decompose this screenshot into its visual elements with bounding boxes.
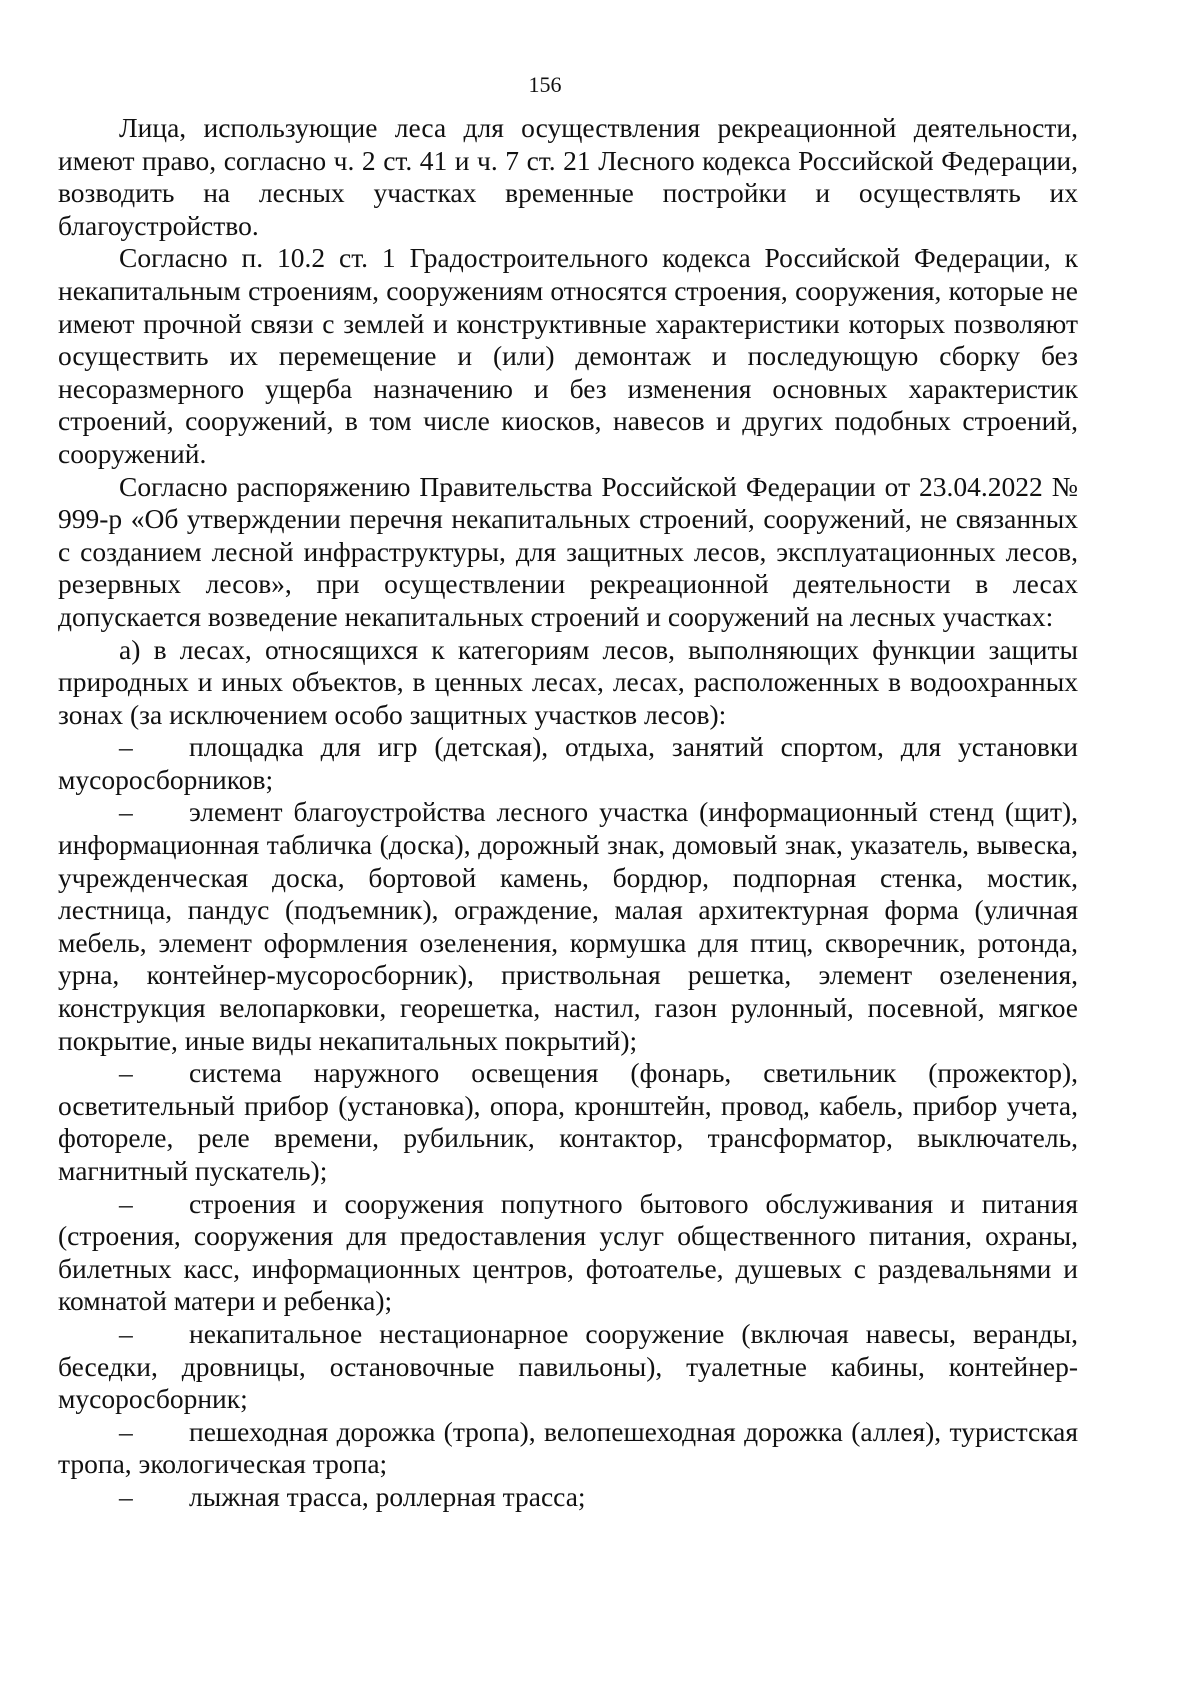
list-item-text: элемент благоустройства лесного участка (информационный стенд (щит), информационная табличка (доска), дорожный знак, домовый знак, указатель, вывеска, учрежденческая доска, бортовой камень, бордюр, подпорная стенка, мостик, лестница, пандус (подъемник), ограждение, малая архитектурная форма (уличная мебель, элемент оформления озеленения, кормушка для птиц, скворечник, ротонда, урна, контейнер-мусоросборник), приствольная решетка, элемент озеленения, конструкция велопарковки, георешетка, настил, газон рулонный, посевной, мягкое покрытие, иные виды некапитальных покрытий); bbox=[58, 796, 1078, 1056]
paragraph-urban-code: Согласно п. 10.2 ст. 1 Градостроительного кодекса Российской Федерации, к некапитальным строениям, сооружениям относятся строения, сооружения, которые не имеют прочной связи с землей и конструктивные характеристики которых позволяют осуществить их перемещение и (или) демонтаж и последующую сборку без несоразмерного ущерба назначению и без изменения основных характеристик строений, сооружений, в том числе киосков, навесов и других подобных строений, сооружений. bbox=[58, 242, 1078, 469]
dash-marker: – bbox=[119, 1415, 133, 1447]
dash-marker: – bbox=[119, 1480, 133, 1512]
document-body bbox=[58, 112, 1078, 1514]
list-item bbox=[58, 1318, 1078, 1416]
list-item bbox=[58, 796, 1078, 1057]
list-item-text: строения и сооружения попутного бытового обслуживания и питания (строения, сооружения для предоставления услуг общественного питания, охраны, билетных касс, информационных центров, фотоателье, душевых с раздевальнями и комнатой матери и ребенка); bbox=[58, 1187, 1078, 1317]
list-item bbox=[58, 1057, 1078, 1187]
list-item bbox=[58, 1481, 1078, 1514]
dash-marker: – bbox=[119, 1317, 133, 1349]
paragraph-recreational-rights: Лица, использующие леса для осуществления рекреационной деятельности, имеют право, согласно ч. 2 ст. 41 и ч. 7 ст. 21 Лесного кодекса Российской Федерации, возводить на лесных участках временные постройки и осуществлять их благоустройство. bbox=[58, 112, 1078, 241]
list-item-text: лыжная трасса, роллерная трасса; bbox=[189, 1480, 586, 1512]
dash-marker: – bbox=[119, 796, 133, 828]
list-item-text: пешеходная дорожка (тропа), велопешеходная дорожка (аллея), туристская тропа, экологическая тропа; bbox=[58, 1415, 1078, 1480]
list-item bbox=[58, 1416, 1078, 1481]
dash-marker: – bbox=[119, 1057, 133, 1089]
dash-marker: – bbox=[119, 1187, 133, 1219]
paragraph-government-order: Согласно распоряжению Правительства Российской Федерации от 23.04.2022 № 999-р «Об утверждении перечня некапитальных строений, сооружений, не связанных с созданием лесной инфраструктуры, для защитных лесов, эксплуатационных лесов, резервных лесов», при осуществлении рекреационной деятельности в лесах допускается возведение некапитальных строений и сооружений на лесных участках: bbox=[58, 470, 1078, 632]
list-item bbox=[58, 1188, 1078, 1318]
list-item-text: некапитальное нестационарное сооружение (включая навесы, веранды, беседки, дровницы, остановочные павильоны), туалетные кабины, контейнер-мусоросборник; bbox=[58, 1317, 1078, 1415]
dash-marker: – bbox=[119, 731, 133, 763]
page-number: 156 bbox=[528, 72, 562, 97]
list-item bbox=[58, 731, 1078, 796]
list-item-text: площадка для игр (детская), отдыха, занятий спортом, для установки мусоросборников; bbox=[58, 731, 1078, 795]
paragraph-forest-categories: а) в лесах, относящихся к категориям лесов, выполняющих функции защиты природных и иных объектов, в ценных лесах, лесах, расположенных в водоохранных зонах (за исключением особо защитных участков лесов): bbox=[58, 633, 1078, 730]
list-item-text: система наружного освещения (фонарь, светильник (прожектор), осветительный прибор (установка), опора, кронштейн, провод, кабель, прибор учета, фотореле, реле времени, рубильник, контактор, трансформатор, выключатель, магнитный пускатель); bbox=[58, 1057, 1078, 1186]
